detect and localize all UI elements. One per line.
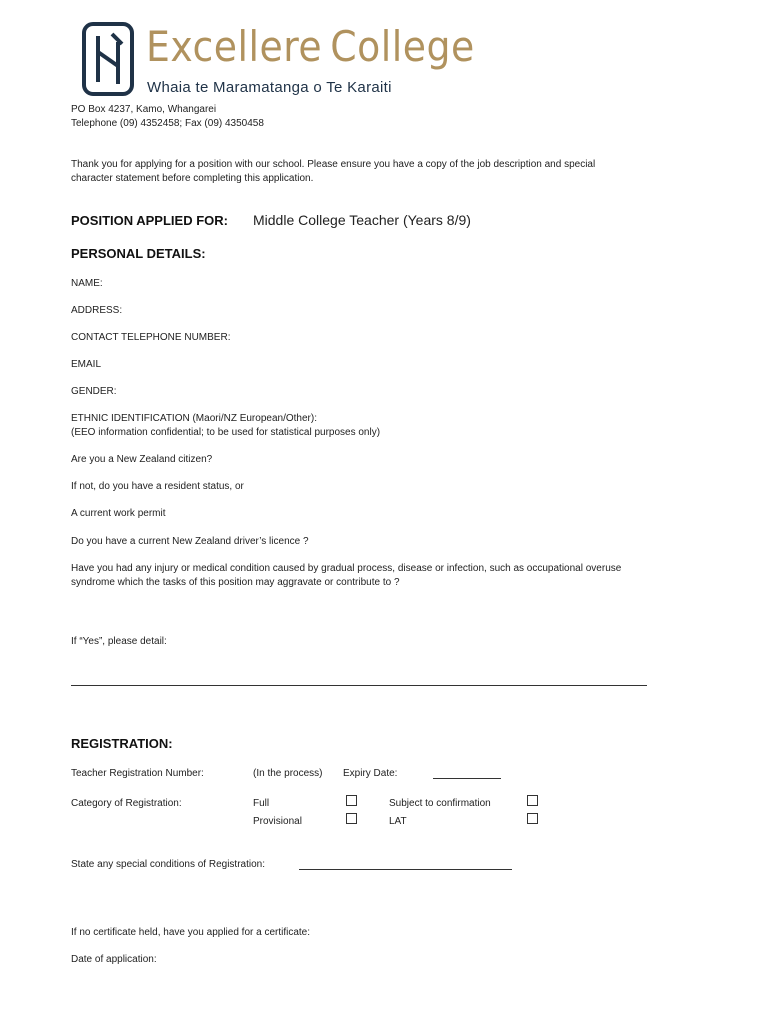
licence-question: Do you have a current New Zealand driver’s licence ? — [71, 536, 309, 547]
postal-address: PO Box 4237, Kamo, Whangarei — [71, 104, 217, 115]
college-name: Excellere College — [146, 22, 475, 71]
certificate-question: If no certificate held, have you applied for a certificate: — [71, 927, 311, 938]
email-label: EMAIL — [71, 359, 102, 370]
position-value: Middle College Teacher (Years 8/9) — [253, 212, 471, 228]
option-full-label: Full — [253, 798, 270, 809]
name-label: NAME: — [71, 278, 103, 289]
address-label: ADDRESS: — [71, 305, 123, 316]
provisional-checkbox[interactable] — [346, 813, 357, 824]
if-yes-label: If “Yes”, please detail: — [71, 636, 167, 647]
college-logo-icon — [82, 22, 134, 96]
injury-question-2: syndrome which the tasks of this position may aggravate or contribute to ? — [71, 577, 400, 588]
citizen-question: Are you a New Zealand citizen? — [71, 454, 213, 465]
injury-question-1: Have you had any injury or medical condition caused by gradual process, disease or infection, such as occupational overuse — [71, 563, 622, 574]
intro-line-1: Thank you for applying for a position with our school. Please ensure you have a copy of the job description and special — [71, 159, 596, 170]
ethnic-label: ETHNIC IDENTIFICATION (Maori/NZ European/Other): — [71, 413, 317, 424]
intro-line-2: character statement before completing this application. — [71, 173, 314, 184]
in-process-label: (In the process) — [253, 768, 323, 779]
option-provisional-label: Provisional — [253, 816, 302, 827]
special-conditions-label: State any special conditions of Registration: — [71, 859, 265, 870]
lat-checkbox[interactable] — [527, 813, 538, 824]
personal-details-heading: PERSONAL DETAILS: — [71, 246, 206, 261]
date-of-application-label: Date of application: — [71, 954, 157, 965]
college-tagline: Whaia te Maramatanga o Te Karaiti — [147, 79, 392, 96]
injury-detail-line[interactable] — [71, 685, 647, 686]
expiry-label: Expiry Date: — [343, 768, 398, 779]
phone-label: CONTACT TELEPHONE NUMBER: — [71, 332, 231, 343]
phone-fax: Telephone (09) 4352458; Fax (09) 4350458 — [71, 118, 264, 129]
category-label: Category of Registration: — [71, 798, 182, 809]
ethnic-note: (EEO information confidential; to be used for statistical purposes only) — [71, 427, 381, 438]
option-lat-label: LAT — [389, 816, 407, 827]
option-subject-label: Subject to confirmation — [389, 798, 491, 809]
full-checkbox[interactable] — [346, 795, 357, 806]
position-label: POSITION APPLIED FOR: — [71, 213, 228, 228]
expiry-date-line[interactable] — [433, 778, 501, 779]
registration-heading: REGISTRATION: — [71, 736, 173, 751]
teacher-reg-label: Teacher Registration Number: — [71, 768, 204, 779]
permit-question: A current work permit — [71, 508, 166, 519]
special-conditions-line[interactable] — [299, 869, 512, 870]
resident-question: If not, do you have a resident status, or — [71, 481, 244, 492]
subject-to-confirmation-checkbox[interactable] — [527, 795, 538, 806]
gender-label: GENDER: — [71, 386, 117, 397]
